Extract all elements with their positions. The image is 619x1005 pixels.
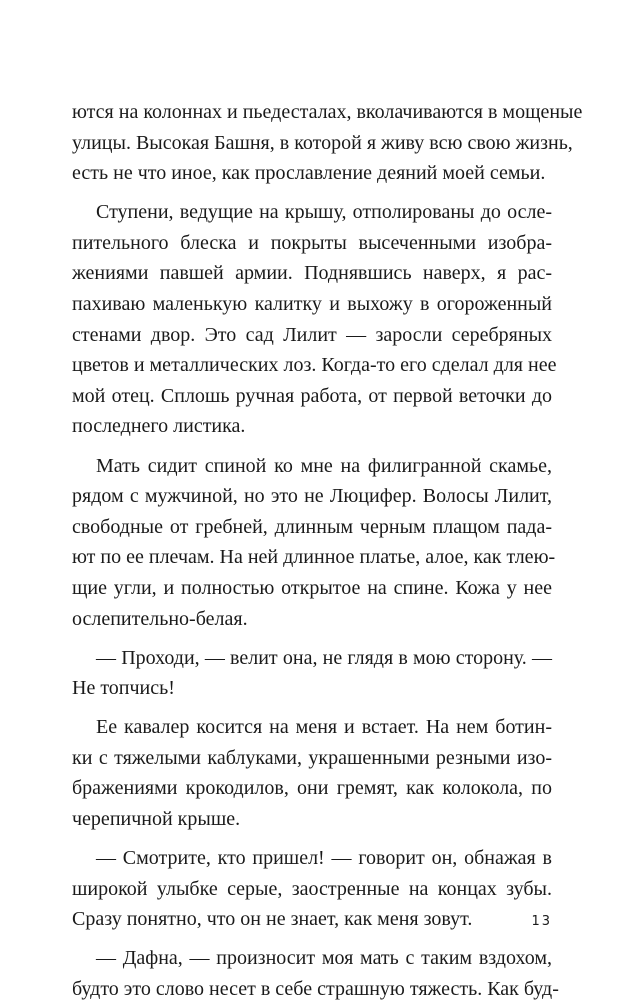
text-line: ются на колоннах и пьедесталах, вколачиваются в мощеные [72, 101, 583, 123]
text-line: последнего листика. [72, 415, 246, 438]
text-line: мой отец. Сплошь ручная работа, от первой веточки до [72, 384, 552, 407]
text-line: стенами двор. Это сад Лилит — заросли серебряных [72, 323, 552, 346]
paragraph-1 [72, 97, 583, 189]
text-line: пительного блеска и покрыты высеченными изобра- [72, 231, 552, 254]
text-line: черепичной крыше. [72, 808, 241, 831]
text-line: широкой улыбке серые, заостренные на концах зубы. [72, 877, 552, 900]
paragraph-2 [72, 197, 557, 442]
text-line: жениями павшей армии. Поднявшись наверх, я рас- [72, 262, 552, 285]
paragraph-7 [72, 943, 559, 1004]
text-line: улицы. Высокая Башня, в которой я живу всю свою жизнь, [72, 131, 573, 154]
text-line: будто это слово несет в себе страшную тяжесть. Как буд- [72, 978, 559, 1001]
text-line: Мать сидит спиной ко мне на филигранной скамье, [96, 454, 552, 477]
text-line: Сразу понятно, что он не знает, как меня зовут. [72, 908, 473, 931]
paragraph-6 [72, 843, 552, 935]
paragraph-4 [72, 643, 552, 704]
text-line: — Смотрите, кто пришел! — говорит он, обнажая в [96, 847, 552, 870]
page-body [72, 97, 583, 1005]
page-number: 13 [531, 914, 552, 929]
text-line: щие угли, и полностью открытое на спине. Кожа у нее [72, 576, 552, 599]
text-line: ослепительно-белая. [72, 607, 248, 630]
text-line: ки с тяжелыми каблуками, украшенными резными изо- [72, 746, 552, 769]
text-line: Ее кавалер косится на меня и встает. На нем ботин- [96, 716, 552, 739]
text-line: цветов и металлических лоз. Когда-то его сделал для нее [72, 354, 557, 377]
text-line: — Дафна, — произносит моя мать с таким вздохом, [96, 947, 552, 970]
text-line: — Проходи, — велит она, не глядя в мою сторону. — [96, 646, 552, 669]
text-line: бражениями крокодилов, они гремят, как колокола, по [72, 777, 552, 800]
text-line: Ступени, ведущие на крышу, отполированы до осле- [96, 201, 552, 224]
text-line: ют по ее плечам. На ней длинное платье, алое, как тлею- [72, 546, 556, 569]
paragraph-3 [72, 451, 556, 635]
text-line: рядом с мужчиной, но это не Люцифер. Волосы Лилит, [72, 485, 552, 508]
text-line: Не топчись! [72, 677, 175, 700]
paragraph-5 [72, 712, 552, 834]
text-line: есть не что иное, как прославление деяний моей семьи. [72, 162, 546, 185]
text-line: пахиваю маленькую калитку и выхожу в огороженный [72, 293, 552, 316]
text-line: свободные от гребней, длинным черным плащом пада- [72, 515, 552, 538]
